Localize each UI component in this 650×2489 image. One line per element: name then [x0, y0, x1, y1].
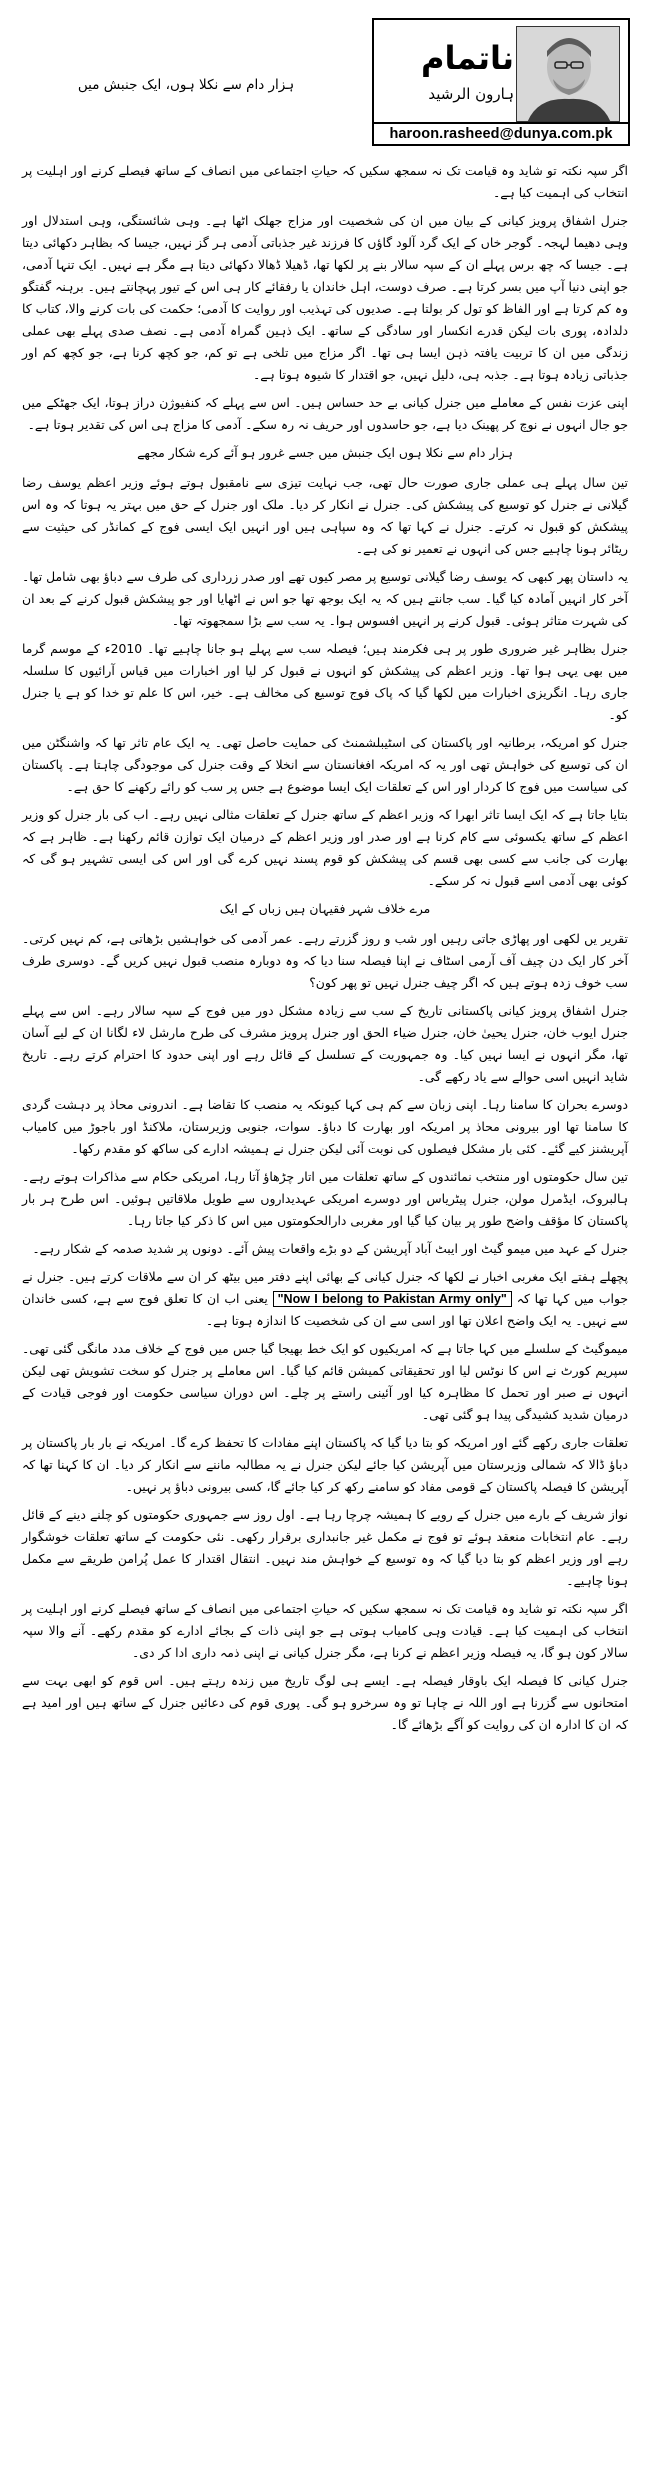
quote-trail-text: یعنی اب ان کا تعلق فوج سے ہے، کسی خاندان سے نہیں۔ یہ ایک واضح اعلان تھا اور اسی سے ان کی شخصیت کا اندازہ ہوتا ہے۔	[22, 1291, 628, 1328]
article-paragraph: جنرل کے عہد میں میمو گیٹ اور ایبٹ آباد آپریشن کے دو بڑے واقعات پیش آئے۔ دونوں پر شدید صدمہ کے شکار رہے۔	[32, 1241, 628, 1256]
article-paragraph: جنرل کیانی کا فیصلہ ایک باوقار فیصلہ ہے۔ ایسے ہی لوگ تاریخ میں زندہ رہتے ہیں۔ اس قوم کو ابھی بہت سے امتحانوں سے گزرنا ہے اور اللہ نے چاہا تو وہ سرخرو ہو گی۔ پوری قوم کی دعائیں جنرل کے ساتھ ہیں اور امید ہے کہ ان کا ادارہ ان کی روایت کو آگے بڑھائے گا۔	[22, 1673, 628, 1732]
article-paragraph: تقریر یں لکھی اور پھاڑی جاتی رہیں اور شب و روز گزرتے رہے۔ عمر آدمی کی خواہشیں بڑھاتی ہے، کم نہیں کرتی۔ آخر کار ایک دن چیف آف آرمی اسٹاف نے اپنا فیصلہ سنا دیا کہ وہ دوبارہ منصب قبول نہیں کریں گے۔ دوسری طرف سب خوف زدہ ہوتے ہیں کہ اگر چیف جنرل نہیں تو پھر کون؟	[22, 931, 628, 990]
article-paragraph: تعلقات جاری رکھے گئے اور امریکہ کو بتا دیا گیا کہ پاکستان اپنے مفادات کا تحفظ کرے گا۔ امریکہ نے بار بار پاکستان پر دباؤ ڈالا کہ شمالی وزیرستان میں آپریشن کیا جائے لیکن جنرل نے یہ مطالبہ ماننے سے انکار کر دیا۔ ان کا کہنا تھا کہ آپریشن کا فیصلہ پاکستان کے قومی مفاد کو سامنے رکھ کر کیا جائے گا، کسی بیرونی دباؤ پر نہیں۔	[22, 1435, 628, 1494]
quote-lead-text: پچھلے ہفتے ایک مغربی اخبار نے لکھا کہ جنرل کیانی کے بھائی اپنے دفتر میں بیٹھ کر ان سے ملاقات کرتے ہیں۔ جنرل نے جواب میں کہا تھا کہ	[22, 1269, 629, 1306]
article-paragraph: جنرل کو امریکہ، برطانیہ اور پاکستان کی اسٹیبلشمنٹ کی حمایت حاصل تھی۔ یہ ایک عام تاثر تھا کہ واشنگٹن میں ان کی توسیع کی خواہش تھی اور یہ کہ امریکہ افغانستان سے انخلا کے وقت جنرل کی موجودگی چاہتا ہے۔ پاکستان کی سیاست میں فوج کا کردار اور اس کے تعلقات ایک ایسا موضوع ہے جس پر سب کو رائے رکھنے کا حق ہے۔	[22, 735, 628, 794]
article-paragraph: اپنی عزت نفس کے معاملے میں جنرل کیانی بے حد حساس ہیں۔ اس سے پہلے کہ کنفیوژن دراز ہوتا، ایک جھٹکے میں جو جال انہوں نے نوچ کر پھینک دیا ہے، جو حاسدوں اور حریف نہ رہ سکے۔ آدمی کا مزاج ہی اس کی تقدیر ہوتا ہے۔	[22, 395, 628, 432]
article-paragraph: اگر سپہ نکتہ تو شاید وہ قیامت تک نہ سمجھ سکیں کہ حیاتِ اجتماعی میں انصاف کے ساتھ فیصلے کرنے اور اہلیت پر انتخاب کی اہمیت کیا ہے۔ قیادت وہی کامیاب ہوتی ہے جو اپنی ذات کے بجائے ادارے کو مقدم رکھے۔ آنے والا سپہ سالار کون ہو گا، یہ فیصلہ وزیر اعظم نے کرنا ہے، مگر جنرل کیانی نے اپنی ذمہ داری ادا کر دی۔	[22, 1601, 628, 1660]
article-paragraph: جنرل اشفاق پرویز کیانی کے بیان میں ان کی شخصیت اور مزاج جھلک اٹھا ہے۔ وہی شائستگی، وہی استدلال اور وہی دھیما لہجہ۔ گوجر خاں کے ایک گرد آلود گاؤں کا فرزند غیر جذباتی آدمی ہر گز نہیں، جیسا کہ بظاہر دکھائی دیتا ہے۔ جیسا کہ چھ برس پہلے ان کے سپہ سالار بنے پر لکھا تھا، ڈھیلا ڈھالا دکھائی دیتا ہے مگر ہے نہیں۔ ایک تنہا آدمی، جو اپنی دنیا آپ میں بسر کرتا ہے۔ صرف دوست، اہل خاندان یا رفقائے کار ہی اس کے تیور پہچانتے ہیں۔ برہنہ گفتگو وہ کم کرتا ہے اور الفاظ کو تول کر بولتا ہے۔ صدیوں کی تہذیب اور روایت کا آدمی؛ حکمت کی بات کرنے والا، کتاب کا دلدادہ، پوری بات لیکن قدرے انکسار اور سادگی کے ساتھ۔ ایک ذہین گمراہ آدمی ہے۔ نصف صدی پہلے بھی عملی زندگی میں ان کا تربیت یافتہ ذہن ایسا ہی تھا۔ اگر مزاج میں تلخی ہے تو کم، جو کچھ کرنا ہے، جو کچھ کم اور جذباتی زیادہ ہوتا ہے۔ جذبہ ہی، دلیل نہیں، جو اقتدار کا شیوہ ہوتا ہے۔	[22, 213, 628, 382]
article-paragraph: اگر سپہ نکتہ تو شاید وہ قیامت تک نہ سمجھ سکیں کہ حیاتِ اجتماعی میں انصاف کے ساتھ فیصلے کرنے اور اہلیت پر انتخاب کی اہمیت کیا ہے۔	[22, 163, 628, 200]
poetry-verse: ہزار دام سے نکلا ہوں ایک جنبش میں جسے غرور ہو آئے کرے شکار مجھے	[137, 445, 513, 460]
article-headline: ہزار دام سے نکلا ہوں، ایک جنبش میں	[77, 77, 295, 93]
article-paragraph: میموگیٹ کے سلسلے میں کہا جاتا ہے کہ امریکیوں کو ایک خط بھیجا گیا جس میں فوج کے خلاف مدد مانگی گئی تھی۔ سپریم کورٹ نے اس کا نوٹس لیا اور تحقیقاتی کمیشن قائم کیا گیا۔ اس معاملے پر جنرل کو سخت تشویش تھی لیکن انہوں نے صبر اور تحمل کا مظاہرہ کیا اور آئینی راستے پر چلے۔ اس دوران سیاسی حکومت اور فوجی قیادت کے درمیان شدید کشیدگی پیدا ہو گئی تھی۔	[22, 1341, 628, 1422]
author-email[interactable]: haroon.rasheed@dunya.com.pk	[374, 122, 628, 144]
article-paragraph: نواز شریف کے بارے میں جنرل کے رویے کا ہمیشہ چرچا رہا ہے۔ اول روز سے جمہوری حکومتوں کو چلنے دینے کے قائل رہے۔ عام انتخابات منعقد ہوئے تو فوج نے مکمل غیر جانبداری برقرار رکھی۔ نئی حکومت کے ساتھ تعلقات خوشگوار رہے اور وزیر اعظم کو بتا دیا گیا کہ وہ توسیع کے خواہش مند نہیں۔ انتقال اقتدار کا عمل پُرامن طریقے سے مکمل ہونا چاہیے۔	[22, 1507, 628, 1588]
poetry-verse: مرے خلاف شہر فقیہان ہیں زباں کے ایک	[219, 901, 431, 916]
article-paragraph: تین سال حکومتوں اور منتخب نمائندوں کے ساتھ تعلقات میں اتار چڑھاؤ آتا رہا، امریکی حکام سے مذاکرات ہوتے رہے۔ ہالبروک، ایڈمرل مولن، جنرل پیٹریاس اور دوسرے امریکی عہدیداروں سے طویل ملاقاتیں ہوئیں۔ اس طرح ہر بار پاکستان کا مؤقف واضح طور پر بیان کیا گیا اور مغربی دارالحکومتوں میں اس کا ذکر کیا جاتا رہا۔	[22, 1169, 628, 1228]
article-paragraph: تین سال پہلے ہی عملی جاری صورت حال تھی، جب نہایت تیزی سے نامقبول ہوتے ہوئے وزیر اعظم یوسف رضا گیلانی نے جنرل کو توسیع کی پیشکش کی۔ جنرل نے انکار کر دیا۔ ملک اور جنرل کے حق میں بہتر یہ ہوتا کہ وہ اس پیشکش کو قبول نہ کرتے۔ جنرل نے کہا تھا کہ وہ سپاہی ہیں اور انہیں ایک ایسی فوج کے کمانڈر کی حیثیت سے ریٹائر ہونا چاہیے جس کی انہوں نے تعمیر نو کی ہے۔	[22, 475, 628, 556]
column-brand: ناتمام	[421, 39, 514, 77]
article-paragraph: جنرل بظاہر غیر ضروری طور پر ہی فکرمند ہیں؛ فیصلہ سب سے پہلے ہو جانا چاہیے تھا۔ 2010ء کے موسم گرما میں بھی یہی ہوا تھا۔ وزیر اعظم کی پیشکش کو انہوں نے قبول کر لیا اور اخبارات میں قیاس آرائیوں کا سلسلہ جاری رہا۔ انگریزی اخبارات میں لکھا گیا کہ پاک فوج توسیع کی مخالف ہے۔ خیر، اس کا علم تو خدا کو ہے یا جنرل کو۔	[22, 641, 629, 722]
article-paragraph: بتایا جاتا ہے کہ ایک ایسا تاثر ابھرا کہ وزیر اعظم کے ساتھ جنرل کے تعلقات مثالی نہیں رہے۔ اب کی بار جنرل کو وزیر اعظم کے ساتھ یکسوئی سے کام کرنا ہے اور صدر اور وزیر اعظم کے درمیان ایک توازن قائم رکھنا ہے۔ ظاہر ہے کہ بھارت کی جانب سے کسی بھی قسم کی پیشکش کو قوم پسند نہیں کرے گی اور اس کی ایسی تشہیر ہو گی کہ کوئی بھی آدمی اسے قبول نہ کر سکے۔	[22, 807, 628, 888]
article-body	[22, 160, 628, 1742]
article-paragraph: یہ داستان پھر کبھی کہ یوسف رضا گیلانی توسیع پر مصر کیوں تھے اور صدر زرداری کی طرف سے دباؤ بھی شامل تھا۔ آخر کار انہیں آمادہ کیا گیا۔ سب جانتے ہیں کہ یہ ایک بوجھ تھا جو اس نے اٹھایا اور جو پیشکش قبول کرنے کے بعد ان کی شہرت متاثر ہوئی۔ قبول کرنے پر انہیں افسوس ہوا۔ یہ سب سے بڑا سمجھوتہ تھا۔	[22, 569, 628, 628]
author-portrait	[516, 26, 620, 122]
article-paragraph: دوسرے بحران کا سامنا رہا۔ اپنی زبان سے کم ہی کہا کیونکہ یہ منصب کا تقاضا ہے۔ اندرونی محاذ پر دہشت گردی کا سامنا تھا اور بیرونی محاذ پر امریکہ اور بھارت کا دباؤ۔ سوات، جنوبی وزیرستان، ملاکنڈ اور باجوڑ میں کامیاب آپریشنز کیے گئے۔ کئی بار مشکل فیصلوں کی نوبت آئی لیکن جنرل نے ہمیشہ ادارے کی ساکھ کو مقدم رکھا۔	[22, 1097, 628, 1156]
english-quote: "Now I belong to Pakistan Army only"	[273, 1291, 512, 1307]
author-name: ہارون الرشید	[428, 85, 514, 103]
column-masthead	[372, 18, 630, 146]
article-paragraph: جنرل اشفاق پرویز کیانی پاکستانی تاریخ کے سب سے زیادہ مشکل دور میں فوج کے سپہ سالار رہے۔ اس سے پہلے جنرل ایوب خان، جنرل یحییٰ خان، جنرل ضیاء الحق اور جنرل پرویز مشرف کی طرح مارشل لاء لگانا ان کے لیے آسان تھا، مگر انہوں نے ایسا نہیں کیا۔ وہ جمہوریت کے تسلسل کے قائل رہے اور اپنی حدود کا احترام کرتے رہے۔ تاریخ شاید انہیں اسی حوالے سے یاد رکھے گی۔	[22, 1003, 628, 1084]
article-paragraph-with-quote	[22, 1266, 628, 1332]
author-portrait-icon	[517, 27, 620, 122]
